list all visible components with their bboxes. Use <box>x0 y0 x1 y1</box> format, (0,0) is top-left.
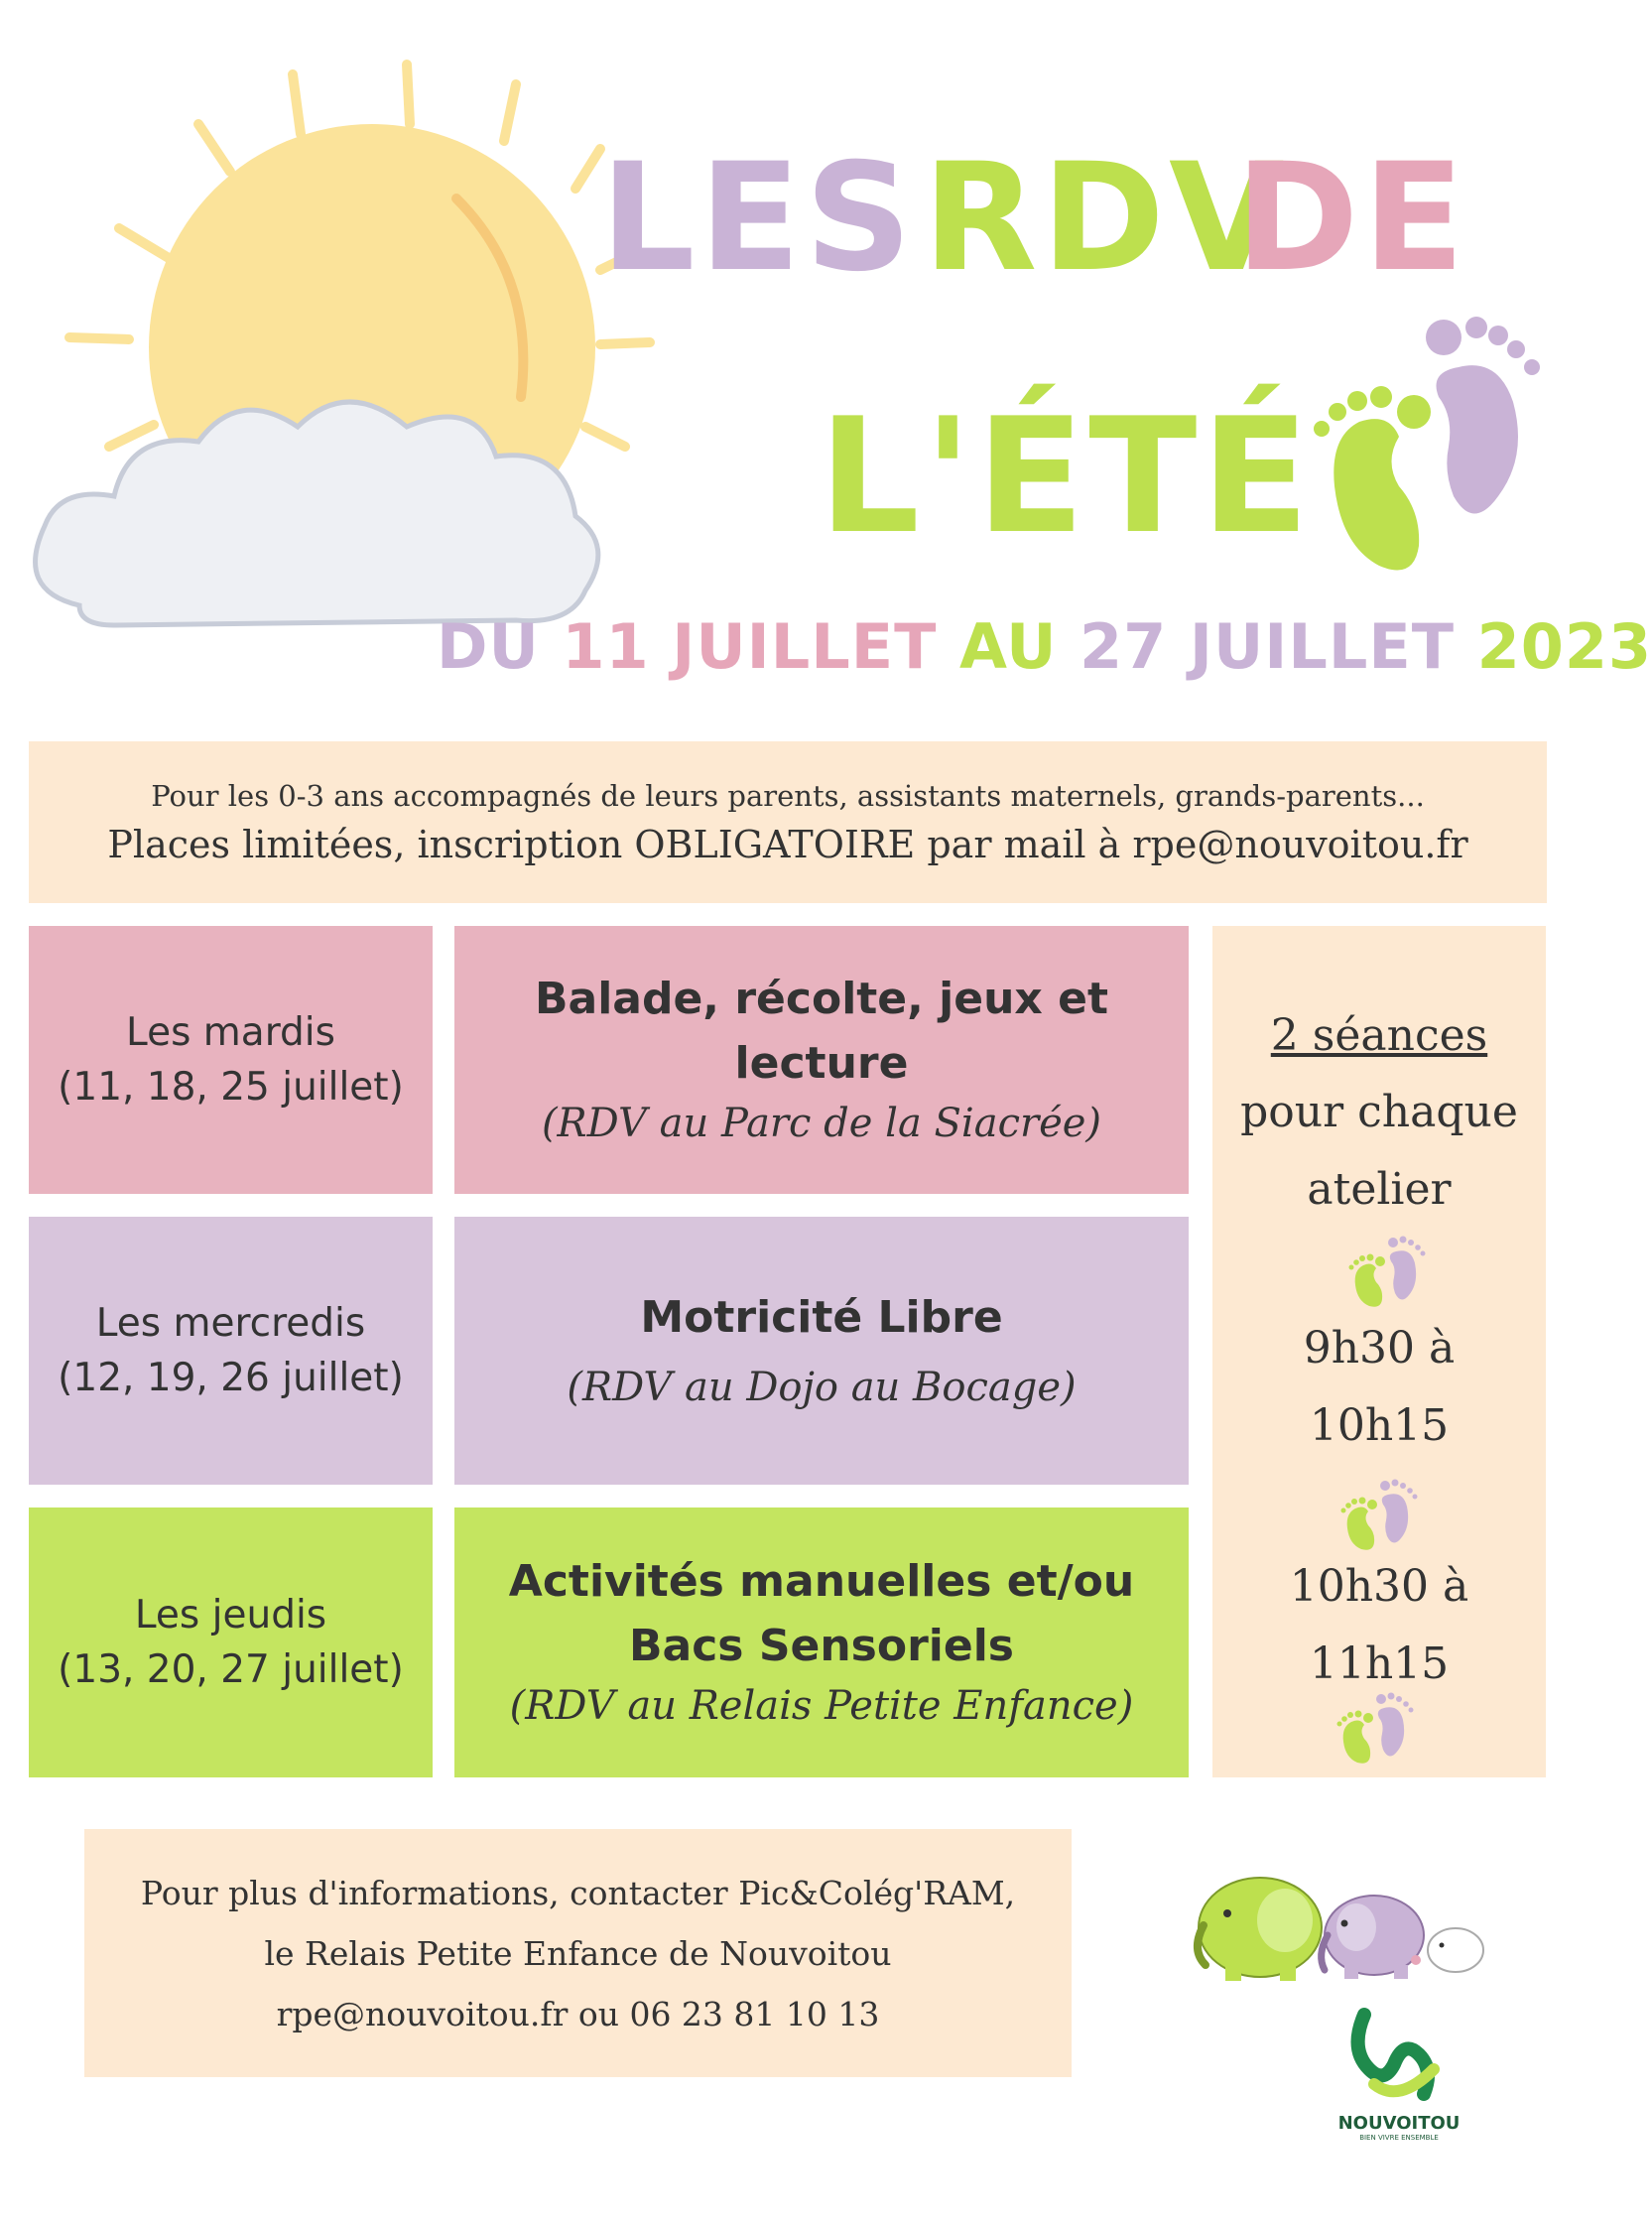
activity-location: (RDV au Parc de la Siacrée) <box>541 1101 1102 1146</box>
day-cell-mercredis <box>29 1217 433 1485</box>
contact-line2: le Relais Petite Enfance de Nouvoitou <box>264 1933 892 1973</box>
day-label: Les mercredis <box>95 1301 366 1346</box>
intro-banner <box>29 741 1547 903</box>
footprints-icon <box>1334 1477 1423 1551</box>
intro-audience: Pour les 0-3 ans accompagnés de leurs parents, assistants maternels, grands-parents... <box>151 778 1425 813</box>
slot2-start: 10h30 à <box>1289 1561 1469 1612</box>
day-dates: (13, 20, 27 juillet) <box>58 1647 404 1692</box>
date-end: 27 JUILLET <box>1080 610 1456 683</box>
contact-line3: rpe@nouvoitou.fr ou 06 23 81 10 13 <box>276 1994 880 2033</box>
sessions-panel <box>1212 926 1546 1777</box>
title-word-rdv: RDV <box>923 132 1289 305</box>
activity-title-cont: lecture <box>734 1038 909 1089</box>
nouvoitou-logo-name: NOUVOITOU <box>1337 2113 1461 2134</box>
sessions-line2: pour chaque <box>1240 1087 1518 1137</box>
date-year: 2023 <box>1476 610 1652 683</box>
slot1-end: 10h15 <box>1309 1400 1450 1451</box>
activity-cell-mardis <box>454 926 1189 1194</box>
intro-registration: Places limitées, inscription OBLIGATOIRE par mail à rpe@nouvoitou.fr <box>107 822 1468 866</box>
activity-title: Balade, récolte, jeux et <box>534 974 1109 1024</box>
day-cell-jeudis <box>29 1507 433 1777</box>
date-range <box>437 610 1652 683</box>
nouvoitou-logo <box>1330 2010 1468 2149</box>
contact-line1: Pour plus d'informations, contacter Pic&Colég'RAM, <box>140 1873 1016 1912</box>
elephants-illustration <box>1186 1866 1493 1985</box>
day-dates: (12, 19, 26 juillet) <box>58 1356 404 1400</box>
footprints-icon <box>1330 1690 1419 1765</box>
day-label: Les jeudis <box>134 1593 327 1638</box>
activity-title: Activités manuelles et/ou <box>508 1556 1135 1607</box>
day-cell-mardis <box>29 926 433 1194</box>
activity-location: (RDV au Relais Petite Enfance) <box>509 1683 1134 1729</box>
title-word-lete: L'ÉTÉ <box>819 383 1314 569</box>
sessions-count: 2 séances <box>1270 1010 1488 1061</box>
slot2-end: 11h15 <box>1309 1638 1450 1689</box>
date-start: 11 JUILLET <box>562 610 938 683</box>
slot1-start: 9h30 à <box>1303 1323 1456 1374</box>
activity-location: (RDV au Dojo au Bocage) <box>567 1364 1077 1410</box>
activity-cell-jeudis <box>454 1507 1189 1777</box>
date-du: DU <box>437 610 540 683</box>
nouvoitou-logo-mark <box>1344 2010 1454 2109</box>
sessions-line3: atelier <box>1307 1164 1452 1215</box>
day-label: Les mardis <box>126 1010 335 1055</box>
title-word-de: DE <box>1235 132 1468 305</box>
day-dates: (11, 18, 25 juillet) <box>58 1065 404 1110</box>
activity-title-cont: Bacs Sensoriels <box>629 1621 1014 1671</box>
activity-title: Motricité Libre <box>640 1291 1003 1343</box>
contact-box <box>84 1829 1072 2077</box>
footprints-icon <box>1341 1234 1431 1308</box>
nouvoitou-logo-tagline: BIEN VIVRE ENSEMBLE <box>1359 2134 1439 2142</box>
title-word-les: LES <box>600 132 917 305</box>
footprints-icon <box>1290 298 1558 581</box>
activity-cell-mercredis <box>454 1217 1189 1485</box>
date-au: AU <box>959 610 1058 683</box>
